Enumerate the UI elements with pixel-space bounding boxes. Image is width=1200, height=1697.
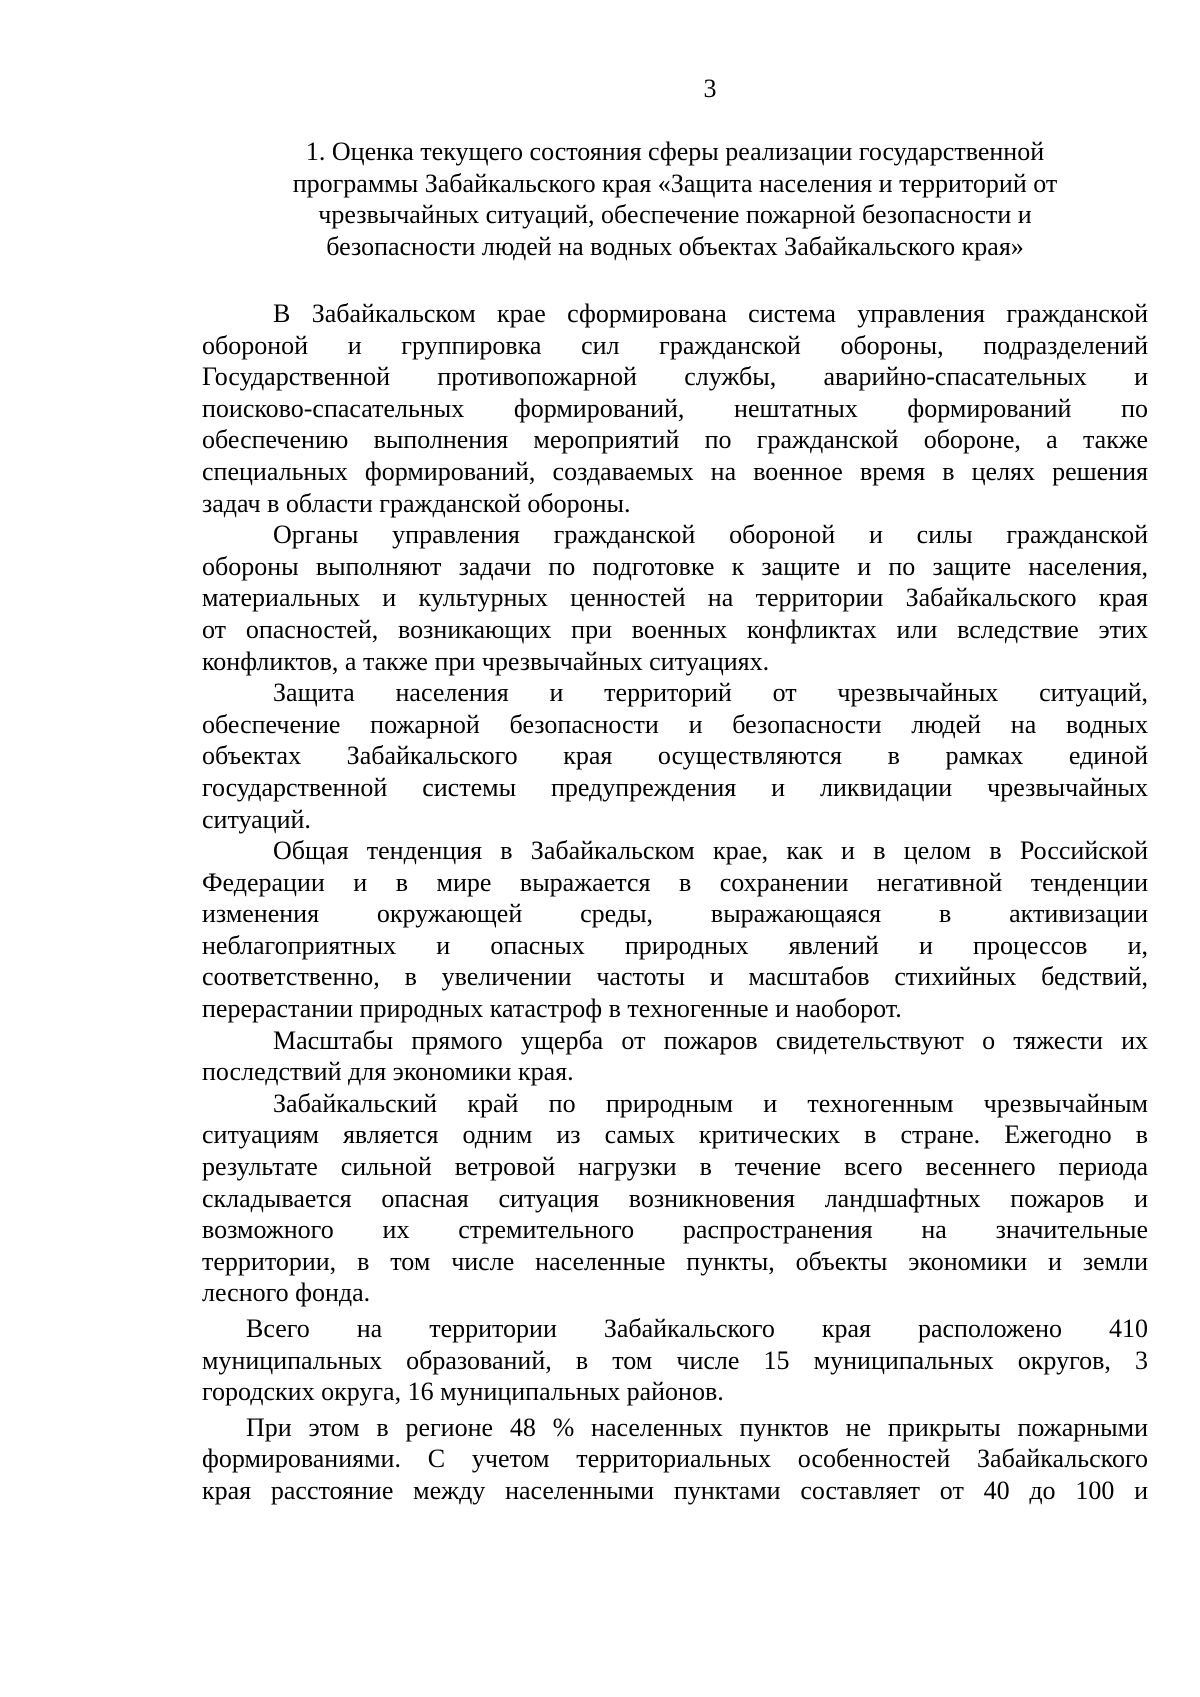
text-line: конфликтов, а также при чрезвычайных ситуациях.	[202, 646, 770, 676]
section-heading	[200, 136, 1150, 262]
text-line: материальных и культурных ценностей на территории Забайкальского края	[202, 583, 1148, 613]
text-line: специальных формирований, создаваемых на военное время в целях решения	[202, 456, 1148, 486]
text-line: соответственно, в увеличении частоты и масштабов стихийных бедствий,	[202, 962, 1148, 992]
text-line: муниципальных образований, в том числе 15 муниципальных округов, 3	[202, 1345, 1148, 1375]
text-line: Общая тенденция в Забайкальском крае, как и в целом в Российской	[273, 836, 1148, 866]
paragraph	[202, 519, 1148, 677]
paragraph	[202, 1088, 1148, 1309]
text-line: от опасностей, возникающих при военных конфликтах или вследствие этих	[202, 614, 1148, 644]
paragraph	[202, 1412, 1148, 1507]
heading-line: 1. Оценка текущего состояния сферы реализации государственной	[305, 137, 1045, 166]
text-line: обороной и группировка сил гражданской обороны, подразделений	[202, 330, 1148, 360]
text-line: поисково-спасательных формирований, нештатных формирований по	[202, 393, 1148, 423]
text-line: формированиями. С учетом территориальных особенностей Забайкальского	[202, 1444, 1148, 1474]
text-line: Защита населения и территорий от чрезвычайных ситуаций,	[273, 678, 1148, 708]
text-line: результате сильной ветровой нагрузки в течение всего весеннего периода	[202, 1152, 1148, 1182]
text-line: территории, в том числе населенные пункты, объекты экономики и земли	[202, 1246, 1148, 1276]
text-line: ситуаций.	[202, 804, 311, 834]
paragraph	[202, 677, 1148, 835]
page-number-text: 3	[703, 74, 717, 103]
text-line: задач в области гражданской обороны.	[202, 488, 631, 518]
text-line: обороны выполняют задачи по подготовке к защите и по защите населения,	[202, 551, 1148, 581]
text-line: перерастании природных катастроф в техногенные и наоборот.	[202, 994, 902, 1024]
text-line: Масштабы прямого ущерба от пожаров свидетельствуют о тяжести их	[273, 1025, 1148, 1055]
paragraph	[202, 1025, 1148, 1088]
text-line: складывается опасная ситуация возникновения ландшафтных пожаров и	[202, 1183, 1148, 1213]
paragraph	[202, 835, 1148, 1025]
document-body	[202, 298, 1148, 1507]
text-line: В Забайкальском крае сформирована система управления гражданской	[273, 299, 1148, 328]
text-line: обеспечению выполнения мероприятий по гражданской обороне, а также	[202, 425, 1148, 455]
text-line: края расстояние между населенными пунктами составляет от 40 до 100 и	[202, 1475, 1148, 1505]
text-line: Всего на территории Забайкальского края расположено 410	[246, 1314, 1148, 1343]
page-number	[0, 72, 1200, 106]
text-line: объектах Забайкальского края осуществляются в рамках единой	[202, 741, 1148, 771]
text-line: Государственной противопожарной службы, аварийно-спасательных и	[202, 362, 1148, 392]
text-line: государственной системы предупреждения и ликвидации чрезвычайных	[202, 772, 1148, 802]
text-line: Органы управления гражданской обороной и силы гражданской	[273, 520, 1148, 550]
text-line: При этом в регионе 48 % населенных пунктов не прикрыты пожарными	[246, 1412, 1148, 1442]
text-line: последствий для экономики края.	[202, 1057, 574, 1087]
text-line: Федерации и в мире выражается в сохранении негативной тенденции	[202, 867, 1148, 897]
text-line: городских округа, 16 муниципальных районов.	[202, 1377, 724, 1407]
paragraph	[202, 298, 1148, 519]
text-line: ситуациям является одним из самых критических в стране. Ежегодно в	[202, 1120, 1148, 1150]
text-line: лесного фонда.	[202, 1278, 371, 1308]
text-line: Забайкальский край по природным и техногенным чрезвычайным	[273, 1088, 1148, 1118]
text-line: обеспечение пожарной безопасности и безопасности людей на водных	[202, 709, 1148, 739]
paragraph	[202, 1313, 1148, 1408]
heading-line: программы Забайкальского края «Защита населения и территорий от	[292, 168, 1058, 198]
heading-line: чрезвычайных ситуаций, обеспечение пожарной безопасности и	[318, 200, 1032, 230]
text-line: неблагоприятных и опасных природных явлений и процессов и,	[202, 930, 1148, 960]
heading-line: безопасности людей на водных объектах Забайкальского края»	[326, 231, 1024, 261]
text-line: возможного их стремительного распространения на значительные	[202, 1215, 1148, 1245]
text-line: изменения окружающей среды, выражающаяся в активизации	[202, 899, 1148, 929]
